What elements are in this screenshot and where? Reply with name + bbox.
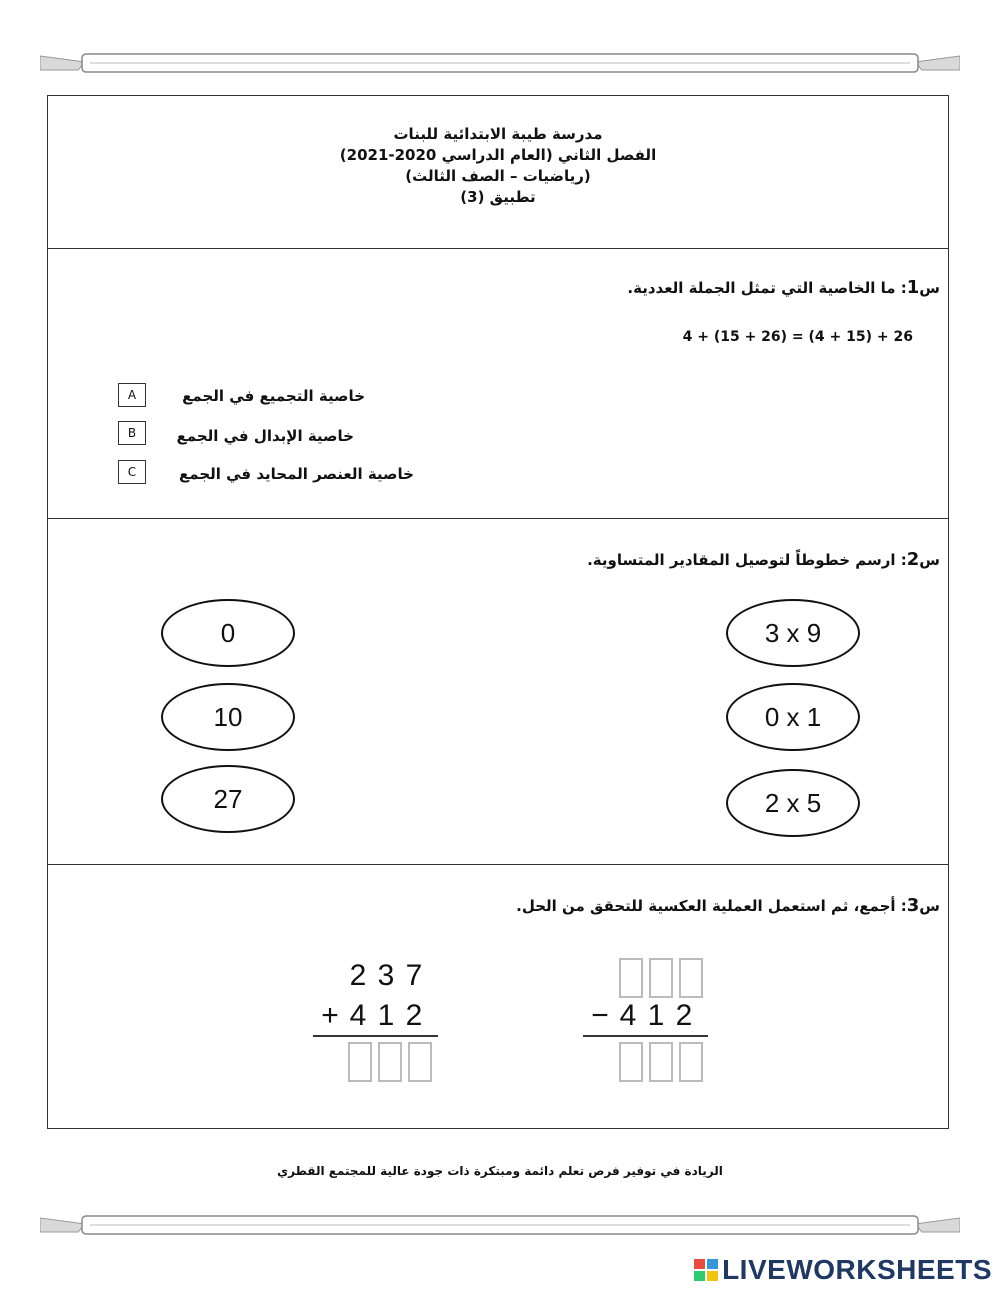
right-expression-oval[interactable]: 2 x 5: [726, 769, 860, 837]
worksheet-title: تطبيق (3): [460, 188, 536, 206]
question-1-prompt: س1: ما الخاصية التي تمثل الجملة العددية.: [627, 277, 940, 298]
left-value-oval[interactable]: 0: [161, 599, 295, 667]
right-expression-oval[interactable]: 3 x 9: [726, 599, 860, 667]
subtraction-answer-box[interactable]: [679, 1042, 703, 1082]
subtraction-line: [583, 1035, 708, 1037]
addition-answer-box[interactable]: [408, 1042, 432, 1082]
term-line: الفصل الثاني (العام الدراسي 2020-2021): [339, 146, 657, 164]
liveworksheets-logo[interactable]: [694, 1254, 992, 1286]
subtraction-top-box[interactable]: [619, 958, 643, 998]
worksheet-frame: [47, 95, 949, 1129]
subtraction-top-box[interactable]: [649, 958, 673, 998]
option-c-label[interactable]: خاصية العنصر المحايد في الجمع: [179, 465, 414, 483]
left-value-oval[interactable]: 27: [161, 765, 295, 833]
left-value-oval[interactable]: 10: [161, 683, 295, 751]
addition-line: [313, 1035, 438, 1037]
subtraction-answer-box[interactable]: [649, 1042, 673, 1082]
question-1-section: [48, 249, 948, 519]
question-3-prompt: س3: أجمع، ثم استعمل العملية العكسية للتحقق من الحل.: [516, 895, 940, 916]
addition-bottom-number: + 4 1 2: [321, 999, 423, 1032]
question-1-equation: 4 + (15 + 26) = (4 + 15) + 26: [682, 329, 913, 345]
option-a-box[interactable]: A: [118, 383, 146, 407]
question-2-section: [48, 519, 948, 865]
right-expression-oval[interactable]: 0 x 1: [726, 683, 860, 751]
option-c-box[interactable]: C: [118, 460, 146, 484]
top-banner-ribbon: [40, 48, 960, 78]
question-2-prompt: س2: ارسم خطوطاً لتوصيل المقادير المتساوية.: [587, 549, 940, 570]
logo-blocks-icon: [694, 1259, 718, 1281]
brand-name: LIVEWORKSHEETS: [722, 1254, 992, 1285]
school-name: مدرسة طيبة الابتدائية للبنات: [393, 125, 603, 143]
option-b-label[interactable]: خاصية الإبدال في الجمع: [176, 427, 354, 445]
addition-answer-box[interactable]: [378, 1042, 402, 1082]
subtraction-top-box[interactable]: [679, 958, 703, 998]
option-a-label[interactable]: خاصية التجميع في الجمع: [182, 387, 365, 405]
footer-motto: الريادة في توفير فرص تعلم دائمة ومبتكرة ذات جودة عالية للمجتمع القطري: [277, 1164, 723, 1178]
option-b-box[interactable]: B: [118, 421, 146, 445]
addition-top-number: 2 3 7: [349, 959, 423, 992]
bottom-banner-ribbon: [40, 1210, 960, 1240]
question-3-section: [48, 865, 948, 1130]
header-section: [48, 96, 948, 249]
subtraction-answer-box[interactable]: [619, 1042, 643, 1082]
subtraction-bottom-number: − 4 1 2: [591, 999, 693, 1032]
addition-answer-box[interactable]: [348, 1042, 372, 1082]
subject-line: (رياضيات – الصف الثالث): [405, 167, 591, 185]
